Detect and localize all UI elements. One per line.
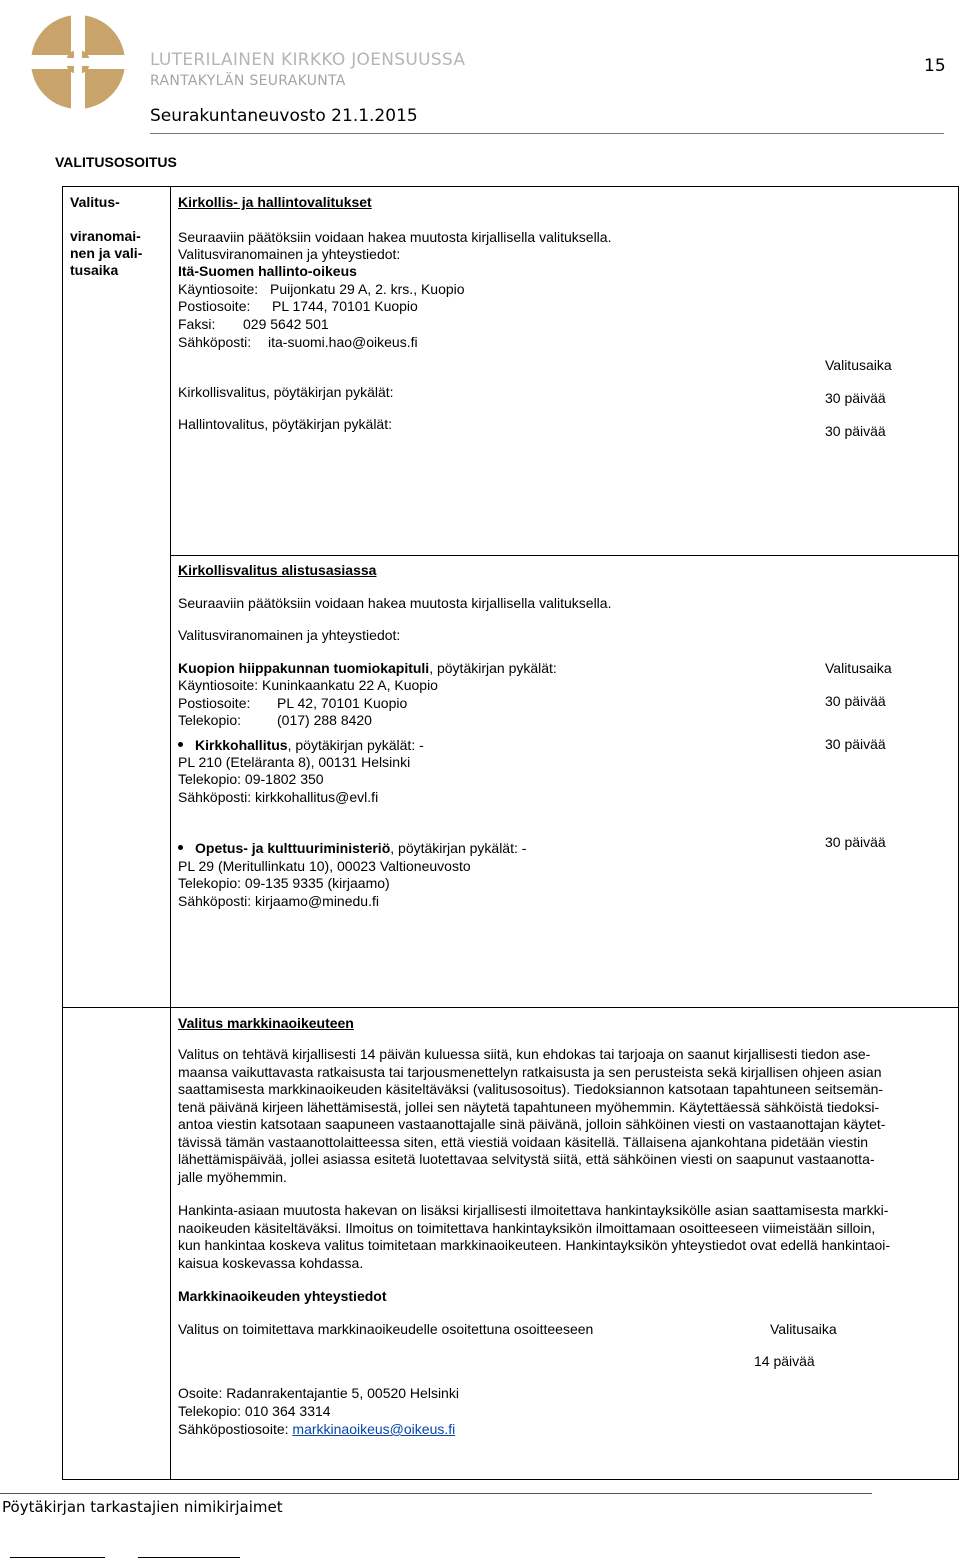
section3-paragraph1 xyxy=(178,1046,953,1186)
section1-post-value: PL 1744, 70101 Kuopio xyxy=(272,298,418,314)
section3-paragraph2 xyxy=(178,1202,953,1272)
ministry-days: 30 päivää xyxy=(825,834,886,850)
paragraph-line: kaisua koskevassa kohdassa. xyxy=(178,1254,364,1271)
header-divider xyxy=(150,133,944,134)
table-bottom-border xyxy=(62,1479,959,1480)
section1-admin-days: 30 päivää xyxy=(825,423,886,439)
paragraph-line: naoikeuden käsiteltäväksi. Ilmoitus on toimitettava hankintayksikön ilmoittamaan osoitteeseen viimeistään silloin, xyxy=(178,1219,876,1236)
ministry-post: PL 29 (Meritullinkatu 10), 00023 Valtioneuvosto xyxy=(178,858,471,874)
section3-days: 14 päivää xyxy=(754,1353,815,1369)
paragraph-line: jalle myöhemmin. xyxy=(178,1168,287,1185)
table-top-border xyxy=(62,186,959,187)
section3-fax: Telekopio: 010 364 3314 xyxy=(178,1403,331,1419)
section-divider-1 xyxy=(170,555,959,556)
section1-fax-value: 029 5642 501 xyxy=(243,316,329,332)
bullet-icon xyxy=(178,845,183,850)
board-days: 30 päivää xyxy=(825,736,886,752)
left-col-line1: Valitus- xyxy=(70,194,120,210)
section-divider-2 xyxy=(62,1007,959,1008)
parish-name: RANTAKYLÄN SEURAKUNTA xyxy=(150,73,346,89)
board-post: PL 210 (Eteläranta 8), 00131 Helsinki xyxy=(178,754,411,770)
section3-contact-heading: Markkinaoikeuden yhteystiedot xyxy=(178,1288,387,1304)
ministry-fax: Telekopio: 09-135 9335 (kirjaamo) xyxy=(178,875,390,891)
ministry-heading xyxy=(178,840,526,858)
board-fax: Telekopio: 09-1802 350 xyxy=(178,771,324,787)
paragraph-line: antoa viestin katsotaan saapuneen vastaanottajalle sinä päivänä, jolloin sähköinen viesti on vastaanottajan käytet- xyxy=(178,1116,886,1132)
section3-address: Osoite: Radanrakentajantie 5, 00520 Helsinki xyxy=(178,1385,459,1401)
paragraph-line: lähettämispäivää, jollei asiassa esitetä luotettavaa selvitystä siitä, että sähköinen viesti on saapunut vastaanotta- xyxy=(178,1151,875,1167)
section3-email-row xyxy=(178,1421,455,1439)
page-number: 15 xyxy=(924,56,946,76)
paragraph-line: tenä päivänä kirjeen lähettämisestä, jollei sen näytetä tapahtuneen myöhemmin. Käytettäessä sähköistä tiedoksi- xyxy=(178,1098,880,1115)
section1-visit-value: Puijonkatu 29 A, 2. krs., Kuopio xyxy=(270,281,465,297)
paragraph-line: kun hankintaa koskeva valitus toimitetaan markkinaoikeuteen. Hankintayksikön yhteystiedot ovat edellä hankintaoi- xyxy=(178,1237,891,1253)
section2-intro: Seuraaviin päätöksiin voidaan hakea muutosta kirjallisella valituksella. xyxy=(178,595,612,611)
paragraph-line: saattamisesta markkinaoikeuden käsiteltäväksi (valitusosoitus). Tiedoksiannon katsotaan tapahtuneen seitsemän- xyxy=(178,1081,884,1097)
page-title: VALITUSOSOITUS xyxy=(55,154,177,170)
table-column-divider xyxy=(170,186,171,1480)
market-court-email-link[interactable]: markkinaoikeus@oikeus.fi xyxy=(292,1421,456,1437)
table-left-border xyxy=(62,186,63,1480)
left-col-line2: viranomai- xyxy=(70,228,141,244)
ministry-email: Sähköposti: kirjaamo@minedu.fi xyxy=(178,893,379,909)
section1-contact-label: Valitusviranomainen ja yhteystiedot: xyxy=(178,246,401,262)
paragraph-line: Hankinta-asiaan muutosta hakevan on lisäksi kirjallisesti ilmoitettava hankintayksikölle asian saattamisesta markki- xyxy=(178,1202,889,1218)
paragraph-line: Valitus on tehtävä kirjallisesti 14 päivän kuluessa siitä, kun ehdokas tai tarjoaja on saanut kirjallisesti tiedon ase- xyxy=(178,1046,871,1062)
board-name: Kirkkohallitus xyxy=(195,737,288,753)
board-heading xyxy=(178,737,424,755)
chapter-fax-label: Telekopio: xyxy=(178,712,242,728)
cross-emblem-icon xyxy=(28,12,128,112)
chapter-days: 30 päivää xyxy=(825,693,886,709)
board-email: Sähköposti: kirkkohallitus@evl.fi xyxy=(178,789,379,805)
paragraph-line: maansa vaikuttavasta ratkaisusta tai tarjousmenettelyn ratkaisusta ja sen perusteista sekä kirjallisen ohjeen asian xyxy=(178,1063,882,1080)
section1-title: Kirkollis- ja hallintovalitukset xyxy=(178,194,372,210)
section1-appeal-time-label: Valitusaika xyxy=(825,357,892,373)
chapter-fax-value: (017) 288 8420 xyxy=(277,712,372,728)
ministry-suffix: , pöytäkirjan pykälät: - xyxy=(390,840,527,856)
bullet-icon xyxy=(178,742,183,747)
org-name: LUTERILAINEN KIRKKO JOENSUUSSA xyxy=(150,50,466,70)
ministry-name: Opetus- ja kulttuuriministeriö xyxy=(195,840,391,856)
section1-post-label: Postiosoite: xyxy=(178,298,251,314)
chapter-name: Kuopion hiippakunnan tuomiokapituli xyxy=(178,660,430,676)
signatures-label: Pöytäkirjan tarkastajien nimikirjaimet xyxy=(2,1498,283,1516)
paragraph-line: tävissä tämän vastaanottolaitteessa siten, että viestiä voidaan käsitellä. Tällaisena ajankohtana pidetään viestin xyxy=(178,1133,869,1150)
chapter-suffix: , pöytäkirjan pykälät: xyxy=(429,660,557,676)
meeting-title: Seurakuntaneuvosto 21.1.2015 xyxy=(150,106,418,126)
section1-admin-appeal: Hallintovalitus, pöytäkirjan pykälät: xyxy=(178,416,392,432)
signature-line-1[interactable] xyxy=(10,1557,105,1558)
chapter-post-value: PL 42, 70101 Kuopio xyxy=(277,695,408,711)
section2-contact-label: Valitusviranomainen ja yhteystiedot: xyxy=(178,627,401,643)
section1-email-label: Sähköposti: xyxy=(178,334,252,350)
section1-intro: Seuraaviin päätöksiin voidaan hakea muutosta kirjallisella valituksella. xyxy=(178,229,612,245)
section2-title: Kirkollisvalitus alistusasiassa xyxy=(178,562,377,578)
church-logo xyxy=(28,12,128,112)
section1-fax-label: Faksi: xyxy=(178,316,216,332)
section2-appeal-time-label: Valitusaika xyxy=(825,660,892,676)
left-col-line4: tusaika xyxy=(70,262,119,278)
section1-authority: Itä-Suomen hallinto-oikeus xyxy=(178,263,357,279)
board-suffix: , pöytäkirjan pykälät: - xyxy=(287,737,424,753)
chapter-visit: Käyntiosoite: Kuninkaankatu 22 A, Kuopio xyxy=(178,677,438,693)
section1-email-value: ita-suomi.hao@oikeus.fi xyxy=(268,334,418,350)
table-right-border xyxy=(958,186,959,1480)
signature-line-2[interactable] xyxy=(138,1557,240,1558)
section3-deliver-text: Valitus on toimitettava markkinaoikeudelle osoitettuna osoitteeseen xyxy=(178,1321,594,1337)
footer-divider xyxy=(0,1493,872,1494)
left-col-line3: nen ja vali- xyxy=(70,245,143,261)
section1-visit-label: Käyntiosoite: xyxy=(178,281,259,297)
chapter-post-label: Postiosoite: xyxy=(178,695,251,711)
section1-church-appeal: Kirkollisvalitus, pöytäkirjan pykälät: xyxy=(178,384,394,400)
section3-title: Valitus markkinaoikeuteen xyxy=(178,1015,354,1031)
section3-appeal-time-label: Valitusaika xyxy=(770,1321,837,1337)
chapter-heading xyxy=(178,660,557,678)
email-label: Sähköpostiosoite: xyxy=(178,1421,289,1437)
section1-church-days: 30 päivää xyxy=(825,390,886,406)
